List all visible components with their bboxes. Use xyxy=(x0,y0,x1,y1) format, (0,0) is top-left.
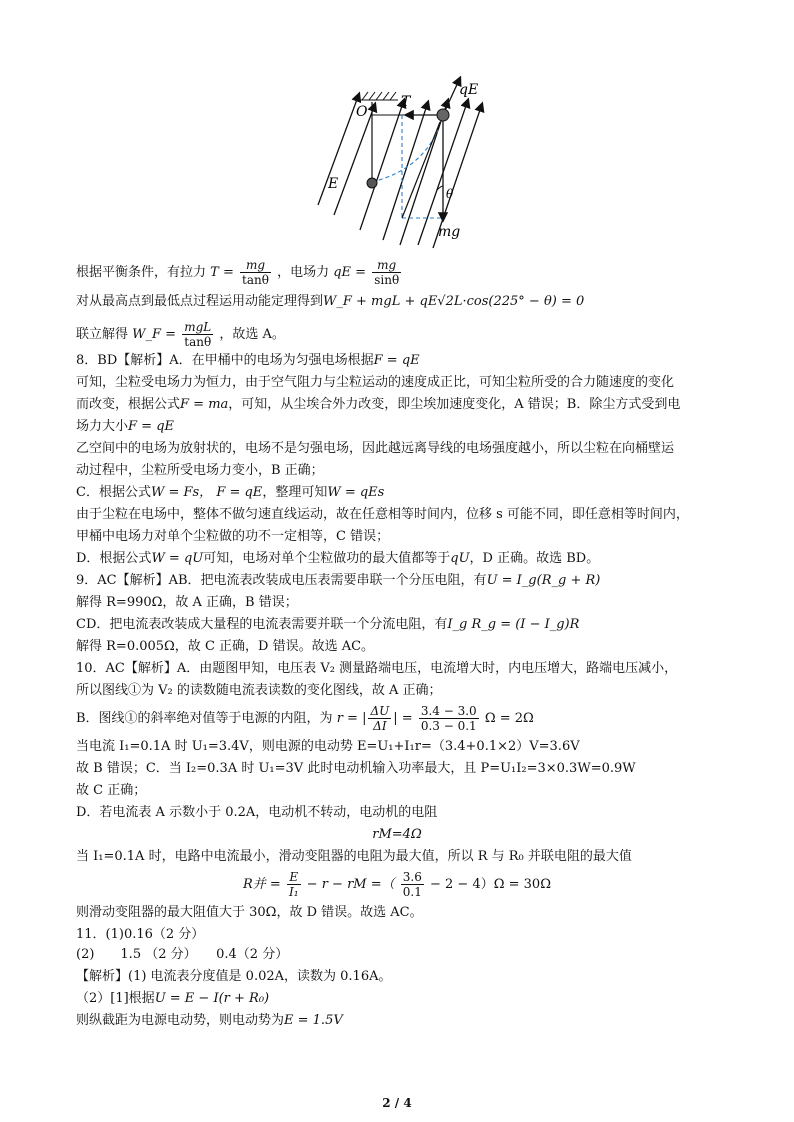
ball-top xyxy=(437,109,449,121)
q8-line4: 场力大小F = qE xyxy=(76,419,175,434)
q9-line4: 解得 R=0.005Ω，故 C 正确，D 错误。故选 AC。 xyxy=(76,639,375,654)
label-E: E xyxy=(328,176,339,192)
q9-line2: 解得 R=990Ω，故 A 正确，B 错误； xyxy=(76,595,298,610)
construction-lines xyxy=(372,115,443,200)
q10-line1: 10．AC【解析】A．由题图甲知，电压表 V₂ 测量路端电压，电流增大时，内电压增大，路端电压减小， xyxy=(76,661,678,676)
page-number: 2 / 4 xyxy=(382,1096,412,1110)
q9-line1: 9．AC【解析】AB．把电流表改装成电压表需要串联一个分压电阻，有U = I_g(R_g + R) xyxy=(76,573,601,588)
line-solve: 联立解得 W_F = $\frac{\text{mgL}}{\tan\theta}$ ，故选 A。 xyxy=(76,320,285,349)
q8-line5: 乙空间中的电场为放射状的，电场不是匀强电场，因此越远离导线的电场强度越小，所以尘粒在向桶壁运 xyxy=(76,441,675,456)
q8-line10: D．根据公式W = qU可知，电场对单个尘粒做功的最大值都等于qU，D 正确。故选 BD。 xyxy=(76,551,600,566)
q11-line2: (2) 1.5 （2 分） 0.4（2 分） xyxy=(76,947,289,962)
label-mg: mg xyxy=(438,224,461,240)
label-O: O xyxy=(356,104,368,120)
label-qE: qE xyxy=(459,82,479,98)
q10-line3: B．图线①的斜率绝对值等于电源的内阻，为 r = | $\frac{\Delta U}{\Delta I}$ | = $\frac{3.4 - 3.0}{0.3 - 0.1}$ Ω = 2Ω xyxy=(76,704,534,733)
q8-line3: 而改变，根据公式F = ma，可知，从尘埃合外力改变，即尘埃加速度变化，A 错误；B．除尘方式受到电 xyxy=(76,397,681,412)
line-energy: 对从最高点到最低点过程运用动能定理得到W_F + mgL + qE√2L·cos(225° − θ) = 0 xyxy=(76,294,585,309)
q10-line7: D．若电流表 A 示数小于 0.2A，电动机不转动，电动机的电阻 xyxy=(76,805,438,820)
q8-line9: 甲桶中电场力对单个尘粒做的功不一定相等，C 错误； xyxy=(76,529,390,544)
q10-line6: 故 C 正确； xyxy=(76,783,147,798)
label-T: T xyxy=(401,94,411,110)
q8-line7: C．根据公式W = Fs， F = qE，整理可知W = qEs xyxy=(76,485,385,500)
q10-line8: 当 I₁=0.1A 时，电路中电流最小，滑动变阻器的电阻为最大值，所以 R 与 R₀ 并联电阻的最大值 xyxy=(76,849,632,864)
q10-line5: 故 B 错误；C．当 I₂=0.3A 时 U₁=3V 此时电动机输入功率最大，且 P=U₁I₂=3×0.3W=0.9W xyxy=(76,761,636,776)
q10-line9: 则滑动变阻器的最大阻值大于 30Ω，故 D 错误。故选 AC。 xyxy=(76,905,423,920)
q10-rpar: R并 = $\frac{E}{\text{I₁}}$ − r − rM =（ $\frac{3.6}{0.1}$ − 2 − 4）Ω = 30Ω xyxy=(243,870,551,899)
resultant-arrow xyxy=(402,122,440,218)
q8-line1: 8．BD【解析】A．在甲桶中的电场为匀强电场根据F = qE xyxy=(76,353,420,368)
q11-line3: 【解析】(1) 电流表分度值是 0.02A，读数为 0.16A。 xyxy=(76,969,392,984)
line-equilibrium: 根据平衡条件，有拉力 T = $\frac{mg}{\tan\theta}$ ，电场力 qE = $\frac{mg}{\sin\theta}$ xyxy=(76,258,400,287)
q10-line4: 当电流 I₁=0.1A 时 U₁=3.4V，则电源的电动势 E=U₁+I₁r=（3.4+0.1×2）V=3.6V xyxy=(76,739,580,754)
label-theta: θ xyxy=(446,187,454,201)
q8-line6: 动过程中，尘粒所受电场力变小，B 正确； xyxy=(76,463,324,478)
q10-rm: rM=4Ω xyxy=(372,827,422,842)
q11-line5: 则纵截距为电源电动势，则电动势为E = 1.5V xyxy=(76,1013,343,1028)
q8-line8: 由于尘粒在电场中，整体不做匀速直线运动，故在任意相等时间内，位移 s 可能不同，即任意相等时间内， xyxy=(76,507,689,522)
ceiling-hatch xyxy=(360,92,398,100)
q9-line3: CD．把电流表改装成大量程的电流表需要并联一个分流电阻，有I_g R_g = (I − I_g)R xyxy=(76,617,580,632)
ball-bottom xyxy=(367,178,377,188)
q11-line4: （2）[1]根据U = E − I(r + R₀) xyxy=(76,991,270,1006)
q11-line1: 11．(1)0.16（2 分） xyxy=(76,927,205,942)
q8-line2: 可知，尘粒受电场力为恒力，由于空气阻力与尘粒运动的速度成正比，可知尘粒所受的合力随速度的变化 xyxy=(76,375,675,390)
q10-line2: 所以图线①为 V₂ 的读数随电流表读数的变化图线，故 A 正确； xyxy=(76,683,442,698)
